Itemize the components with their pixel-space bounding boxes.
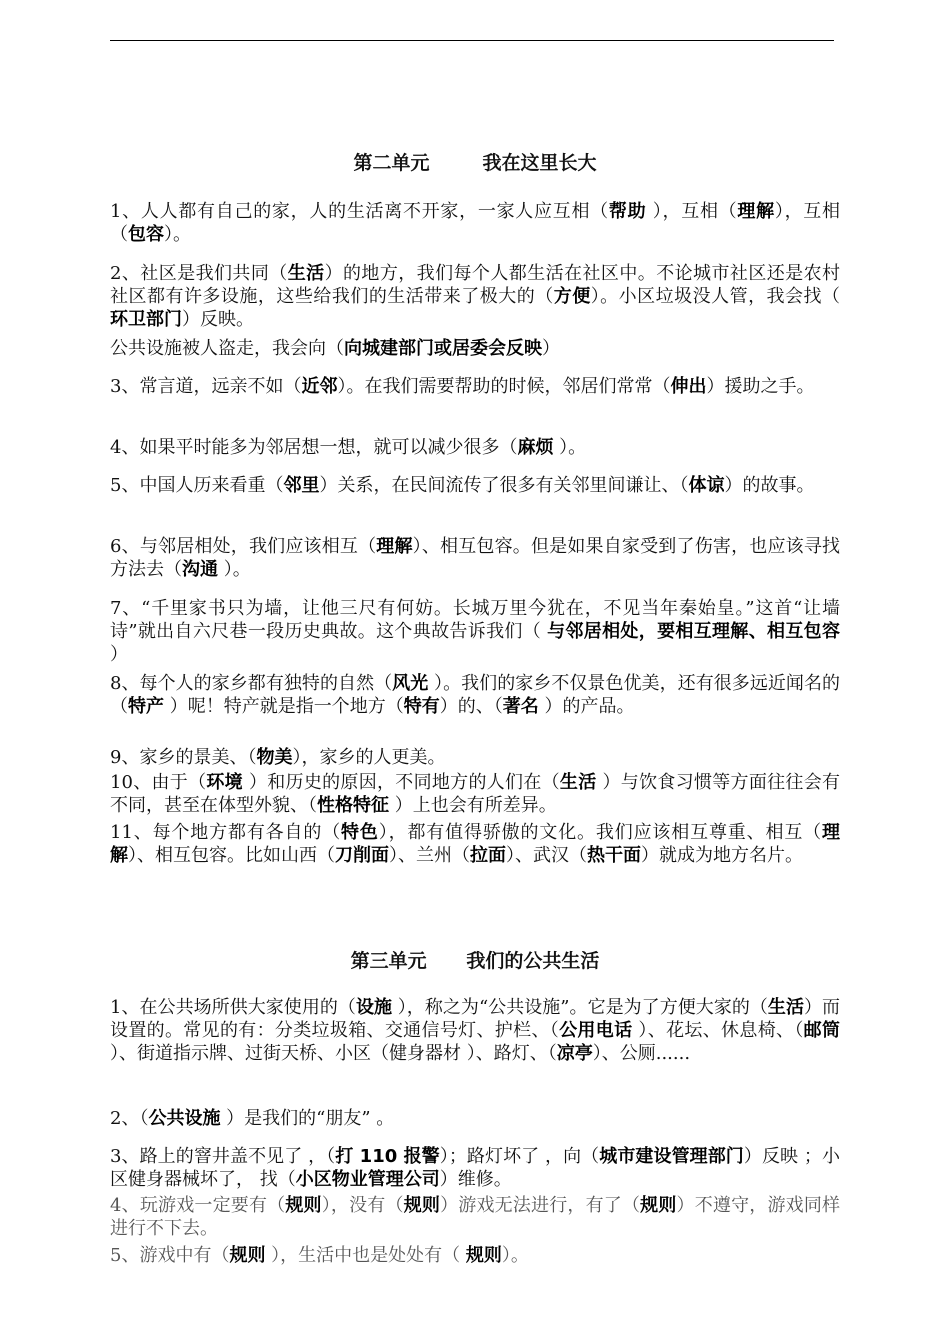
answer-text: 规则 <box>229 1245 266 1266</box>
body-text: ）。 <box>164 224 191 245</box>
body-text: ）、兰州（ <box>389 845 470 866</box>
unit2-item-6 <box>110 535 840 581</box>
answer-text: 环卫部门 <box>110 309 182 330</box>
body-text: ）、公厕...... <box>592 1043 691 1064</box>
answer-text: 沟通 <box>182 559 218 580</box>
body-text: ），生活中也是处处有（ <box>265 1245 466 1266</box>
body-text: 10、由于（ <box>110 772 207 793</box>
answer-text: 与邻居相处，要相互理解、相互包容 <box>547 621 841 642</box>
unit3-item-4 <box>110 1194 840 1240</box>
body-text: 3、常言道，远亲不如（ <box>110 376 302 397</box>
body-text: ）反映。 <box>182 309 254 330</box>
body-text: ），家乡的人更美。 <box>292 747 446 768</box>
body-text: ）、武汉（ <box>506 845 587 866</box>
answer-text: 性格特征 <box>317 795 389 816</box>
answer-text: 著名 <box>502 696 539 717</box>
body-text: ）、街道指示牌、过街天桥、小区（健身器材 ）、路灯、（ <box>110 1043 557 1064</box>
body-text: 3、路上的窨井盖不见了 ，（ <box>110 1146 336 1167</box>
body-text: ）。 <box>553 437 587 458</box>
body-text: ）而设置的。常见的有：分类垃圾箱、交通信号灯、护栏、（ <box>110 997 841 1041</box>
body-text: 7、“千里家书只为墙，让他三尺有何妨。长城万里今犹在，不见当年秦始皇。”这首“让墙诗”就出自六尺巷一段历史典故。这个典故告诉我们（ <box>110 598 840 642</box>
answer-text: 伸出 <box>670 376 707 397</box>
unit2-item-1 <box>110 200 840 246</box>
body-text: ）游戏无法进行，有了（ <box>440 1195 641 1216</box>
answer-text: 生活 <box>559 772 597 793</box>
answer-text: 城市建设管理部门 <box>599 1146 744 1167</box>
answer-text: 包容 <box>128 224 164 245</box>
unit3-item-2 <box>110 1107 840 1130</box>
answer-text: 邻里 <box>283 475 320 496</box>
unit2-item-9 <box>110 746 840 769</box>
body-text: ）就成为地方名片。 <box>641 845 803 866</box>
body-text: ）呢！特产就是指一个地方（ <box>164 696 404 717</box>
answer-text: 环境 <box>206 772 243 793</box>
body-text: ）的故事。 <box>724 475 815 496</box>
body-text: 2、（ <box>110 1108 149 1129</box>
unit3-item-1 <box>110 996 840 1065</box>
answer-text: 规则 <box>640 1195 677 1216</box>
answer-text: 拉面 <box>470 845 506 866</box>
body-text: ）、相互包容。比如山西（ <box>128 845 335 866</box>
answer-text: 体谅 <box>688 475 725 496</box>
body-text: ）反映 ；小区健身器械坏了， 找（ <box>110 1146 840 1190</box>
body-text: 1、在公共场所供大家使用的（ <box>110 997 356 1018</box>
body-text: ），都有值得骄傲的文化。我们应该相互尊重、相互（ <box>378 822 823 843</box>
unit2-item-5 <box>110 474 840 497</box>
unit3-item-5 <box>110 1244 840 1267</box>
body-text: ），互相（ <box>646 201 738 222</box>
answer-text: 物美 <box>256 747 293 768</box>
body-text: ）是我们的“朋友” 。 <box>220 1108 395 1129</box>
unit2-item-8 <box>110 672 840 718</box>
body-text: ）、花坛、休息椅、（ <box>632 1020 804 1041</box>
body-text: 5、游戏中有（ <box>110 1245 230 1266</box>
unit2-item-2 <box>110 262 840 331</box>
header-rule <box>110 40 834 41</box>
body-text: 11、每个地方都有各自的（ <box>110 822 342 843</box>
body-text: ）和历史的原因，不同地方的人们在（ <box>242 772 560 793</box>
body-text: ）、相互包容。但是如果自家受到了伤害，也应该寻找方法去（ <box>110 536 841 580</box>
body-text: ）不遵守，游戏同样进行不下去。 <box>110 1195 841 1239</box>
body-text: ）维修。 <box>439 1169 512 1190</box>
body-text: 8、每个人的家乡都有独特的自然（ <box>110 673 393 694</box>
body-text: 6、与邻居相处，我们应该相互（ <box>110 536 377 557</box>
answer-text: 理解 <box>737 201 775 222</box>
answer-text: 生活 <box>767 997 804 1018</box>
answer-text: 公共设施 <box>148 1108 221 1129</box>
body-text: ），没有（ <box>321 1195 404 1216</box>
body-text: ）的产品。 <box>538 696 635 717</box>
body-text: ），互相（ <box>110 201 841 245</box>
unit3-title: 第三单元 我们的公共生活 <box>350 950 600 972</box>
body-text: ）上也会有所差异。 <box>389 795 557 816</box>
unit2-item-11 <box>110 821 840 867</box>
answer-text: 麻烦 <box>517 437 554 458</box>
body-text: 公共设施被人盗走，我会向（ <box>110 338 344 359</box>
body-text: 5、中国人历来看重（ <box>110 475 284 496</box>
answer-text: 理解 <box>376 536 413 557</box>
body-text: ） <box>542 338 560 359</box>
body-text: ）。我们的家乡不仅景色优美，还有很多远近闻名的（ <box>110 673 841 717</box>
answer-text: 凉亭 <box>556 1043 593 1064</box>
unit3-item-3 <box>110 1145 840 1191</box>
answer-text: 特有 <box>403 696 440 717</box>
answer-text: 帮助 <box>608 201 647 222</box>
unit2-item-4 <box>110 436 840 459</box>
answer-text: 特产 <box>128 696 164 717</box>
body-text: 9、家乡的景美、（ <box>110 747 257 768</box>
answer-text: 打 110 报警 <box>335 1146 440 1167</box>
answer-text: 规则 <box>403 1195 441 1216</box>
unit2-item-10 <box>110 771 840 817</box>
answer-text: 近邻 <box>301 376 338 397</box>
body-text: ） <box>110 644 128 665</box>
answer-text: 特色 <box>341 822 379 843</box>
body-text: ）。 <box>501 1245 529 1266</box>
unit2-title: 第二单元 我在这里长大 <box>353 152 597 174</box>
answer-text: 设施 <box>355 997 393 1018</box>
answer-text: 邮筒 <box>803 1020 840 1041</box>
body-text: ）的地方，我们每个人都生活在社区中。不论城市社区还是农村社区都有许多设施，这些给我们的生活带来了极大的（ <box>110 263 841 307</box>
answer-text: 方便 <box>553 286 591 307</box>
unit2-item-3 <box>110 375 840 398</box>
answer-text: 向城建部门或居委会反映 <box>344 338 542 359</box>
answer-text: 理解 <box>110 822 841 866</box>
answer-text: 小区物业管理公司 <box>295 1169 440 1190</box>
body-text: ），称之为“公共设施”。它是为了方便大家的（ <box>392 997 768 1018</box>
answer-text: 规则 <box>285 1195 322 1216</box>
answer-text: 风光 <box>392 673 429 694</box>
body-text: ）。小区垃圾没人管，我会找（ <box>590 286 841 307</box>
answer-text: 公用电话 <box>559 1020 633 1041</box>
body-text: ）。 <box>218 559 251 580</box>
answer-text: 规则 <box>465 1245 502 1266</box>
unit2-item-2b <box>110 337 840 360</box>
answer-text: 热干面 <box>587 845 641 866</box>
body-text: 4、如果平时能多为邻居想一想，就可以减少很多（ <box>110 437 518 458</box>
body-text: 1、人人都有自己的家，人的生活离不开家，一家人应互相（ <box>110 201 609 222</box>
body-text: ）援助之手。 <box>706 376 815 397</box>
body-text: ）关系，在民间流传了很多有关邻里间谦让、（ <box>319 475 689 496</box>
body-text: ）与饮食习惯等方面往往会有不同，甚至在体型外貌、（ <box>110 772 840 816</box>
body-text: ）；路灯坏了 ，向（ <box>439 1146 600 1167</box>
answer-text: 生活 <box>287 263 325 284</box>
body-text: 4、玩游戏一定要有（ <box>110 1195 286 1216</box>
body-text: 2、社区是我们共同（ <box>110 263 288 284</box>
body-text: ）。在我们需要帮助的时候，邻居们常常（ <box>337 376 671 397</box>
answer-text: 刀削面 <box>335 845 389 866</box>
body-text: ）的、（ <box>439 696 503 717</box>
unit2-item-7 <box>110 597 840 666</box>
